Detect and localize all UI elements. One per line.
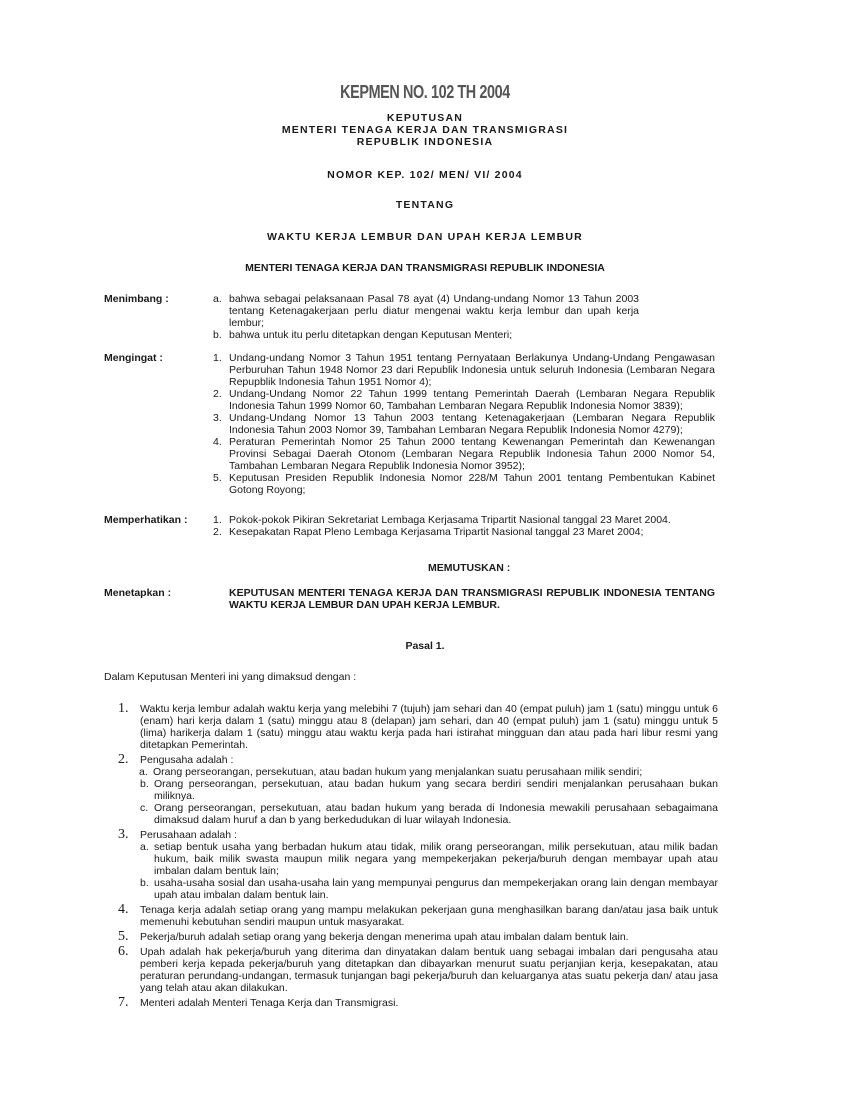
list-item: a. bahwa sebagai pelaksanaan Pasal 78 ayat (4) Undang-undang Nomor 13 Tahun 2003 tentang Ketenagakerjaan perlu diatur mengenai waktu kerja lembur dan upah kerja lembur; [213, 293, 639, 329]
sub-item: c. Orang perseorangan, persekutuan, atau badan hukum yang berada di Indonesia mewakili perusahaan sebagaimana dimaksud dalam huruf a dan b yang berkedudukan di luar wilayah Indonesia. [140, 802, 718, 826]
list-item: 6. Upah adalah hak pekerja/buruh yang diterima dan dinyatakan dalam bentuk uang sebagai imbalan dari pengusaha atau pemberi kerja kepada pekerja/buruh yang ditetapkan dan dibayarkan menurut suatu perjanjian kerja, kesepakatan, atau peraturan perundang-undangan, termasuk tunjangan bagi pekerja/buruh dan keluarganya atas suatu pekerja dan/ atau jasa yang telah atau akan dilakukan. [118, 944, 718, 994]
heading-keputusan: KEPUTUSAN [386, 112, 464, 124]
sub-item: a. setiap bentuk usaha yang berbadan hukum atau tidak, milik orang perseorangan, milik persekutuan, atau milik badan hukum, baik milik swasta maupun milik negara yang mempekerjakan pekerja/buruh dengan membayar upah atau imbalan dalam bentuk lain; [140, 841, 718, 877]
list-item: b. bahwa untuk itu perlu ditetapkan dengan Keputusan Menteri; [213, 329, 513, 341]
list-item: 1. Waktu kerja lembur adalah waktu kerja yang melebihi 7 (tujuh) jam sehari dan 40 (empat puluh) jam 1 (satu) minggu untuk 6 (enam) hari kerja dalam 1 (satu) minggu atau 8 (delapan) jam sehari, dan 40 (empat puluh) jam 1 (satu) minggu untuk 5 (lima) harikerja dalam 1 (satu) minggu atau waktu kerja pada hari istirahat mingguan dan atau pada hari libur resmi yang ditetapkan Pemerintah. [118, 701, 718, 751]
definitions-list [118, 703, 718, 1012]
menetapkan-text: KEPUTUSAN MENTERI TENAGA KERJA DAN TRANSMIGRASI REPUBLIK INDONESIA TENTANG WAKTU KERJA LEMBUR DAN UPAH KERJA LEMBUR. [229, 587, 715, 611]
pasal-heading: Pasal 1. [405, 640, 445, 652]
list-item: 2. Undang-Undang Nomor 22 Tahun 1999 tentang Pemerintah Daerah (Lembaran Negara Republik Indonesia Tahun 1999 Nomor 60, Tambahan Lembaran Negara Republik Indonesia Nomor 3839); [213, 388, 715, 412]
mengingat-list [213, 352, 715, 496]
sub-item: a. Orang perseorangan, persekutuan, atau badan hukum yang menjalankan suatu perusahaan milik sendiri; [139, 766, 643, 778]
list-item: 7. Menteri adalah Menteri Tenaga Kerja dan Transmigrasi. [118, 995, 399, 1010]
list-item: 3. Undang-Undang Nomor 13 Tahun 2003 tentang Ketenagakerjaan (Lembaran Negara Republik Indonesia Tahun 2003 Nomor 39, Tambahan Lembaran Negara Republik Indonesia Nomor 4279); [213, 412, 715, 436]
memperhatikan-label: Memperhatikan : [104, 514, 188, 526]
heading-subject: WAKTU KERJA LEMBUR DAN UPAH KERJA LEMBUR [267, 231, 583, 243]
document-title: KEPMEN NO. 102 TH 2004 [340, 82, 510, 102]
heading-nomor: NOMOR KEP. 102/ MEN/ VI/ 2004 [327, 169, 523, 181]
sub-item: b. usaha-usaha sosial dan usaha-usaha lain yang mempunyai pengurus dan mempekerjakan orang lain dengan membayar upah atau imbalan dalam bentuk lain. [140, 877, 718, 901]
list-item: 3. Perusahaan adalah : a. setiap bentuk usaha yang berbadan hukum atau tidak, milik orang perseorangan, milik persekutuan, atau milik badan hukum, baik milik swasta maupun milik negara yang mempekerjakan pekerja/buruh dengan membayar upah atau imbalan dalam bentuk lain; b. usaha-usaha sosial dan usaha-usaha lain yang mempunyai pengurus dan mempekerjakan orang lain dengan membayar upah atau imbalan dalam bentuk lain. [118, 827, 718, 901]
list-item: 2. Kesepakatan Rapat Pleno Lembaga Kerjasama Tripartit Nasional tanggal 23 Maret 2004; [213, 526, 644, 538]
mengingat-label: Mengingat : [104, 352, 163, 364]
menetapkan-label: Menetapkan : [104, 587, 172, 599]
list-item: 4. Tenaga kerja adalah setiap orang yang mampu melakukan pekerjaan guna menghasilkan barang dan/atau jasa baik untuk memenuhi kebutuhan sendiri maupun untuk masyarakat. [118, 902, 718, 928]
list-item: 5. Keputusan Presiden Republik Indonesia Nomor 228/M Tahun 2001 tentang Pembentukan Kabinet Gotong Royong; [213, 472, 715, 496]
list-item: 2. Pengusaha adalah : a. Orang perseorangan, persekutuan, atau badan hukum yang menjalankan suatu perusahaan milik sendiri; b. Orang perseorangan, persekutuan, atau badan hukum yang secara berdiri sendiri menjalankan perusahaan bukan miliknya. c. Orang perseorangan, persekutuan, atau badan hukum yang berada di Indonesia mewakili perusahaan sebagaimana dimaksud dalam huruf a dan b yang berkedudukan di luar wilayah Indonesia. [118, 752, 718, 826]
heading-ministry: MENTERI TENAGA KERJA DAN TRANSMIGRASI [281, 124, 569, 136]
list-item: 1. Undang-undang Nomor 3 Tahun 1951 tentang Pernyataan Berlakunya Undang-Undang Pengawasan Perburuhan Tahun 1948 Nomor 23 dari Republik Indonesia untuk seluruh Indonesia (Lembaran Negara Repupblik Indonesia Tahun 1951 Nomor 4); [213, 352, 715, 388]
heading-minister: MENTERI TENAGA KERJA DAN TRANSMIGRASI REPUBLIK INDONESIA [245, 262, 605, 274]
pasal-intro: Dalam Keputusan Menteri ini yang dimaksud dengan : [104, 671, 357, 683]
list-item: 4. Peraturan Pemerintah Nomor 25 Tahun 2000 tentang Kewenangan Pemerintah dan Kewenangan Provinsi Sebagai Daerah Otonom (Lembaran Negara Republik Indonesia Tahun 2000 Nomor 54, Tambahan Lembaran Negara Republik Indonesia Nomor 3952); [213, 436, 715, 472]
heading-tentang: TENTANG [395, 199, 455, 211]
memperhatikan-list [213, 514, 715, 538]
memutuskan-heading: MEMUTUSKAN : [428, 562, 511, 574]
list-item: 5. Pekerja/buruh adalah setiap orang yang bekerja dengan menerima upah atau imbalan dalam bentuk lain. [118, 929, 629, 944]
sub-item: b. Orang perseorangan, persekutuan, atau badan hukum yang secara berdiri sendiri menjalankan perusahaan bukan miliknya. [140, 778, 718, 802]
list-item: 1. Pokok-pokok Pikiran Sekretariat Lembaga Kerjasama Tripartit Nasional tanggal 23 Maret 2004. [213, 514, 671, 526]
heading-republic: REPUBLIK INDONESIA [356, 136, 494, 148]
menimbang-label: Menimbang : [104, 293, 169, 305]
menimbang-list [213, 293, 715, 341]
